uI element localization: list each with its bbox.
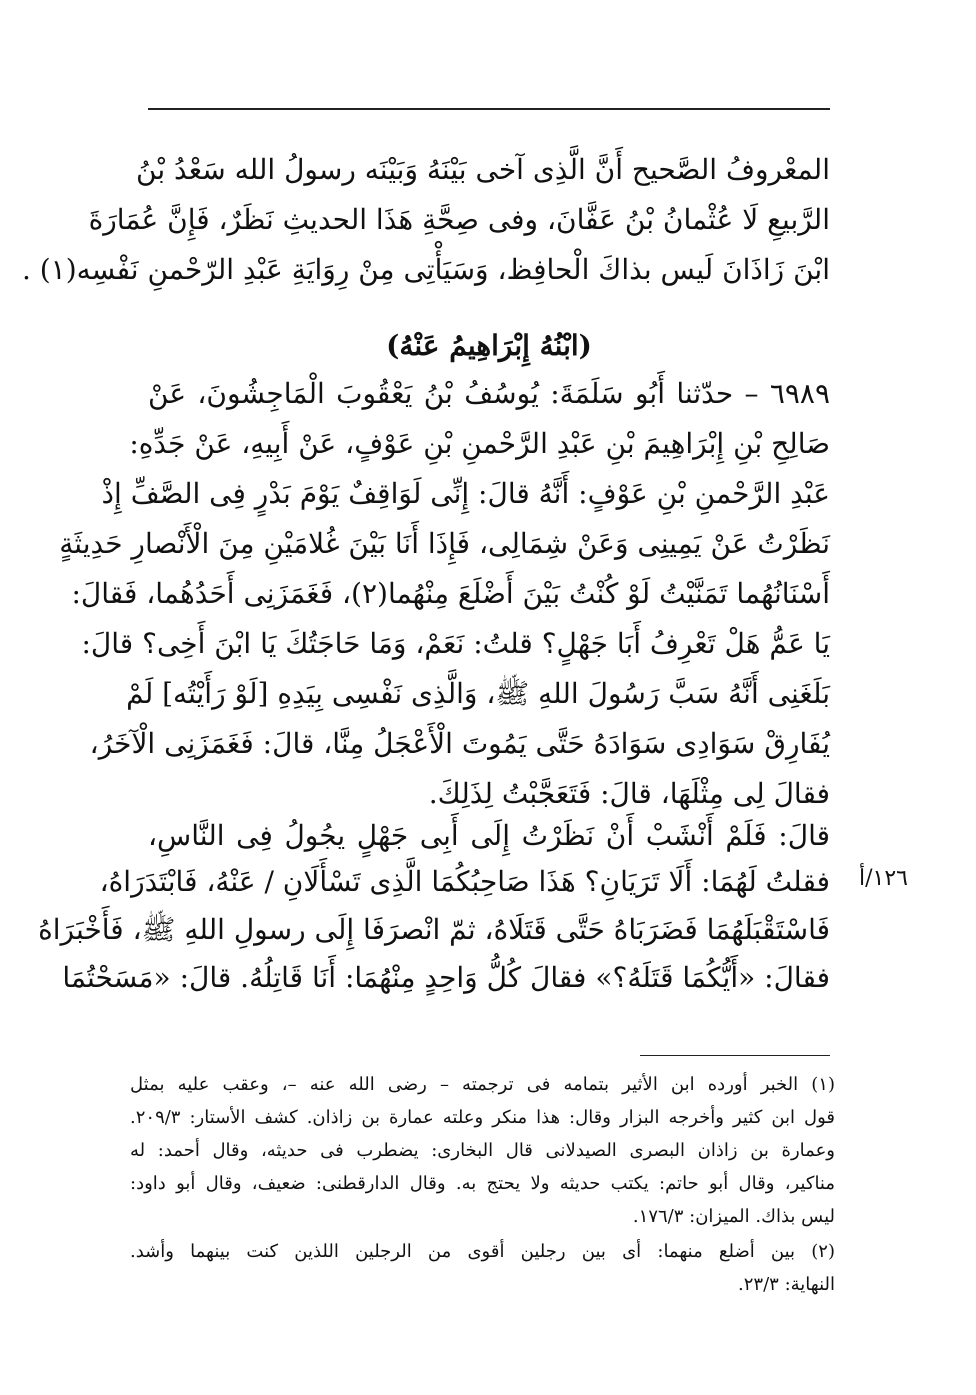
text-line: بَلَغَنِى أَنَّهُ سَبَّ رَسُولَ اللهِ ﷺ، وَالَّذِى نَفْسِى بِيَدِهِ [لَوْ رَأَيْتُه] لَمْ <box>126 677 830 710</box>
text-line: فَاسْتَقْبَلَهُمَا فَضَرَبَاهُ حَتَّى قَتَلَاهُ، ثمّ انْصرَفَا إِلَى رسولِ اللهِ ﷺ، فَأَخْبَرَاهُ <box>38 913 830 946</box>
text-line: ابْنَ زَاذَانَ لَيس بذاكَ الْحافِظ، وَسَيَأْتِى مِنْ رِوَايَةِ عَبْدِ الرّحْمنِ نَفْسِه(١) . <box>21 253 830 286</box>
footnote-rule <box>640 1055 830 1056</box>
footnote-line: ليس بذاك. الميزان: ١٧٦/٣. <box>632 1206 835 1227</box>
text-line: فقالَ: «أَيُّكُمَا قَتَلَهُ؟» فقالَ كُلُّ وَاحِدٍ مِنْهُمَا: أَنَا قَاتِلُهُ. قالَ: «مَسَحْتُمَا <box>62 961 830 994</box>
text-line: ٦٩٨٩ – حدّثنا أَبُو سَلَمَةَ: يُوسُفُ بْنُ يَعْقُوبَ الْمَاجِشُونَ، عَنْ <box>148 377 830 410</box>
folio-margin-note: ١٢٦/أ <box>859 866 908 891</box>
text-line: عَبْدِ الرَّحْمنِ بْنِ عَوْفٍ: أَنَّهُ قالَ: إِنِّى لَوَاقِفٌ يَوْمَ بَدْرٍ فِى الصَّفِّ إِذْ <box>101 477 830 510</box>
footnote-line: وعمارة بن زاذان البصرى الصيدلانى قال البخارى: يضطرب فى حديثه، وقال أحمد: له <box>130 1140 835 1161</box>
text-line: يَا عَمُّ هَلْ تَعْرِفُ أَبَا جَهْلٍ؟ قلتُ: نَعَمْ، وَمَا حَاجَتُكَ يَا ابْنَ أَخِى؟ قالَ: <box>81 627 830 660</box>
section-heading: (ابْنُهُ إِبْرَاهِيمُ عَنْهُ) <box>386 329 592 362</box>
text-line: قالَ: فَلَمْ أَنْشَبْ أَنْ نَظَرْتُ إِلَى أَبِى جَهْلٍ يجُولُ فِى النَّاسِ، <box>148 819 830 852</box>
footnote-line: (٢) بين أضلع منهما: أى بين رجلين أقوى من الرجلين اللذين كنت بينهما وأشد. <box>130 1241 835 1262</box>
footnote-line: قول ابن كثير وأخرجه البزار وقال: هذا منكر وعلته عمارة بن زاذان. كشف الأستار: ٢٠٩/٣. <box>130 1107 835 1128</box>
text-line: صَالِحِ بْنِ إِبْرَاهِيمَ بْنِ عَبْدِ الرَّحْمنِ بْنِ عَوْفٍ، عَنْ أَبِيهِ، عَنْ جَدِّهِ: <box>129 427 830 460</box>
text-line: يُفَارِقْ سَوَادِى سَوَادَهُ حَتَّى يَمُوتَ الْأَعْجَلُ مِنَّا، قالَ: فَغَمَزَنِى الْآخَرُ، <box>89 727 830 760</box>
text-line: المعْروفُ الصَّحيح أَنَّ الَّذِى آخى بَيْنَهُ وَبَيْنَه رسولُ الله سَعْدُ بْنُ <box>136 153 830 186</box>
text-line: الرَّبيعِ لَا عُثْمانُ بْنُ عَفَّانَ، وفى صِحَّةِ هَذَا الحديثِ نَظَرٌ، فَإِنَّ عُمَارَةَ <box>88 203 830 236</box>
header-rule <box>148 108 830 110</box>
footnote-line: مناكير، وقال أبو حاتم: يكتب حديثه ولا يحتج به. وقال الدارقطنى: ضعيف، وقال أبو داود: <box>130 1173 835 1194</box>
text-line: أَسْنَانُهُما تَمَنَّيْتُ لَوْ كُنْتُ بَيْنَ أَضْلَعَ مِنْهُما(٢)، فَغَمَزَنِى أَحَدُهُما، فَقالَ: <box>71 577 830 610</box>
footnote-line: النهاية: ٢٣/٣. <box>738 1274 835 1295</box>
text-line: فقلتُ لَهُمَا: أَلَا تَرَيَانِ؟ هَذَا صَاحِبُكُمَا الَّذِى تَسْأَلَانِ / عَنْهُ، فَابْتَدَرَاهُ، <box>99 865 830 898</box>
text-line: نَظَرْتُ عَنْ يَمِينِى وَعَنْ شِمَالِى، فَإِذَا أَنَا بَيْنَ غُلامَيْنِ مِنَ الْأَنْصارِ حَدِيثَةٍ <box>59 527 830 560</box>
footnote-line: (١) الخبر أورده ابن الأثير بتمامه فى ترجمته – رضى الله عنه –، وعقب عليه بمثل <box>130 1074 835 1095</box>
text-line: فقالَ لِى مِثْلَهَا، قالَ: فَتَعَجَّبْتُ لِذَلِكَ. <box>428 777 830 810</box>
